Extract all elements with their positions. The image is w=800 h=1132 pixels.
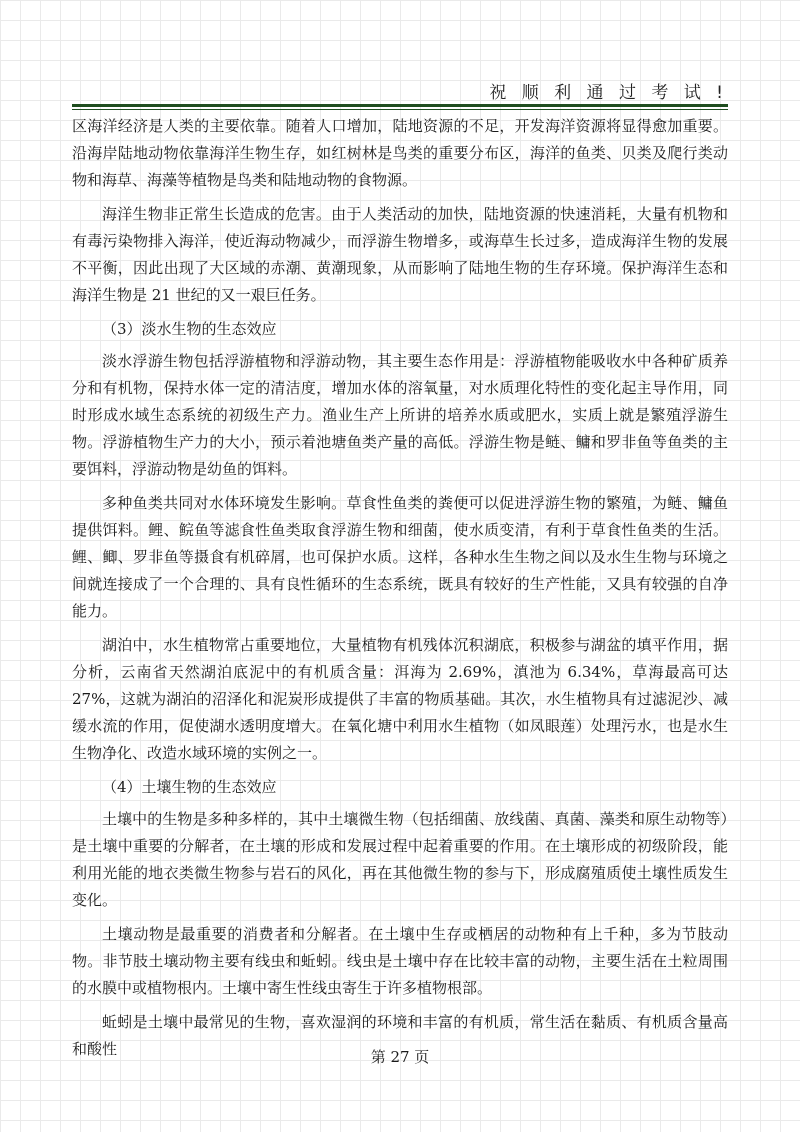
paragraph: 区海洋经济是人类的主要依靠。随着人口增加，陆地资源的不足，开发海洋资源将显得愈加重要。沿海岸陆地动物依靠海洋生物生存，如红树林是鸟类的重要分布区，海洋的鱼类、贝类及爬行类动物和海草、海藻等植物是鸟类和陆地动物的食物源。 <box>72 117 728 189</box>
document-body <box>72 113 728 1070</box>
header-rule <box>72 104 728 107</box>
paragraph: 淡水浮游生物包括浮游植物和浮游动物，其主要生态作用是：浮游植物能吸收水中各种矿质养分和有机物，保持水体一定的清洁度，增加水体的溶氧量，对水质理化特性的变化起主导作用，同时形成水域生态系统的初级生产力。渔业生产上所讲的培养水质或肥水，实质上就是繁殖浮游生物。浮游植物生产力的大小，预示着池塘鱼类产量的高低。浮游生物是鲢、鳙和罗非鱼等鱼类的主要饵料，浮游动物是幼鱼的饵料。 <box>72 352 728 478</box>
page-number: 第 27 页 <box>370 1048 430 1066</box>
section-heading: （3）淡水生物的生态效应 <box>102 320 277 338</box>
paragraph: 湖泊中，水生植物常占重要地位，大量植物有机残体沉积湖底，积极参与湖盆的填平作用，据分析，云南省天然湖泊底泥中的有机质含量：洱海为 2.69%，滇池为 6.34%，草海最高可达 27%，这就为湖泊的沼泽化和泥炭形成提供了丰富的物质基础。其次，水生植物具有过滤泥沙、减缓水流的作用，促使湖水透明度增大。在氧化塘中利用水生植物（如凤眼莲）处理污水，也是水生生物净化、改造水域环境的实例之一。 <box>72 636 728 762</box>
paragraph: 土壤动物是最重要的消费者和分解者。在土壤中生存或栖居的动物种有上千种，多为节肢动物。非节肢土壤动物主要有线虫和蚯蚓。线虫是土壤中存在比较丰富的动物，主要生活在土粒周围的水膜中或植物根内。土壤中寄生性线虫寄生于许多植物根部。 <box>72 925 728 997</box>
section-heading: （4）土壤生物的生态效应 <box>102 778 277 796</box>
paragraph: 海洋生物非正常生长造成的危害。由于人类活动的加快，陆地资源的快速消耗，大量有机物和有毒污染物排入海洋，使近海动物减少，而浮游生物增多，或海草生长过多，造成海洋生物的发展不平衡，因此出现了大区域的赤潮、黄潮现象，从而影响了陆地生物的生存环境。保护海洋生态和海洋生物是 21 世纪的又一艰巨任务。 <box>72 205 728 304</box>
paragraph: 多种鱼类共同对水体环境发生影响。草食性鱼类的粪便可以促进浮游生物的繁殖，为鲢、鳙鱼提供饵料。鲤、鲩鱼等滤食性鱼类取食浮游生物和细菌，使水质变清，有利于草食性鱼类的生活。鲤、鲫、罗非鱼等摄食有机碎屑，也可保护水质。这样，各种水生生物之间以及水生生物与环境之间就连接成了一个合理的、具有良性循环的生态系统，既具有较好的生产性能，又具有较强的自净能力。 <box>72 494 728 620</box>
paragraph: 蚯蚓是土壤中最常见的生物，喜欢湿润的环境和丰富的有机质，常生活在黏质、有机质含量高和酸性 <box>72 1013 728 1058</box>
paragraph: 土壤中的生物是多种多样的，其中土壤微生物（包括细菌、放线菌、真菌、藻类和原生动物等）是土壤中重要的分解者，在土壤的形成和发展过程中起着重要的作用。在土壤形成的初级阶段，能利用光能的地衣类微生物参与岩石的风化，再在其他微生物的参与下，形成腐殖质使土壤性质发生变化。 <box>72 810 728 909</box>
page-header-slogan: 祝 顺 利 通 过 考 试 ! <box>489 83 728 103</box>
header-rule-thin <box>72 109 728 110</box>
